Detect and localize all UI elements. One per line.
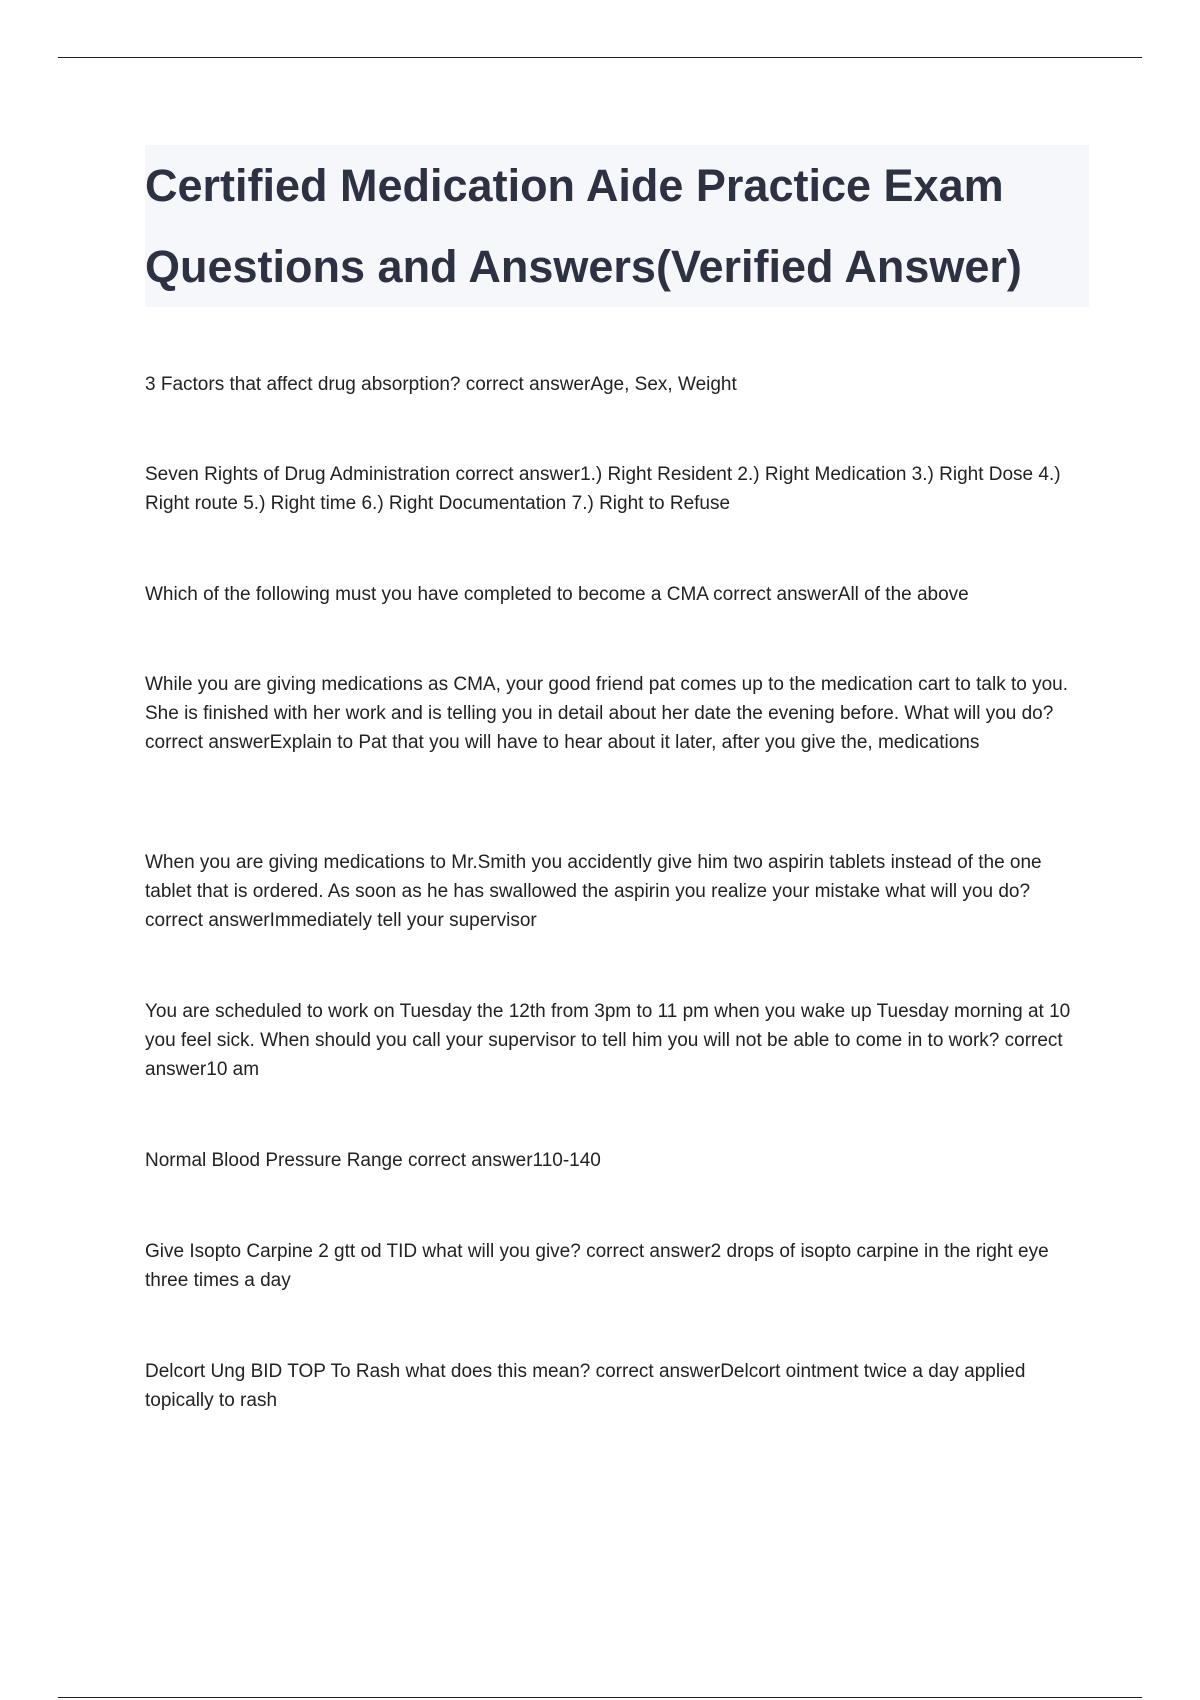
qa-item-2: Seven Rights of Drug Administration correct answer1.) Right Resident 2.) Right Medication 3.) Right Dose 4.) Right route 5.) Right time 6.) Right Documentation 7.) Right to Refuse [145, 464, 1061, 514]
title-line-1: Certified Medication Aide Practice Exam [145, 160, 1004, 211]
qa-item-5: When you are giving medications to Mr.Smith you accidently give him two aspirin tablets instead of the one tablet that is ordered. As soon as he has swallowed the aspirin you realize your mistake what will you do? correct answerImmediately tell your supervisor [145, 852, 1042, 931]
qa-item-1: 3 Factors that affect drug absorption? correct answerAge, Sex, Weight [145, 374, 737, 395]
qa-item-3: Which of the following must you have completed to become a CMA correct answerAll of the above [145, 584, 969, 605]
top-divider [58, 57, 1142, 58]
title-line-2: Questions and Answers(Verified Answer) [145, 241, 1022, 292]
qa-item-9: Delcort Ung BID TOP To Rash what does this mean? correct answerDelcort ointment twice a day applied topically to rash [145, 1361, 1026, 1411]
qa-item-4: While you are giving medications as CMA, your good friend pat comes up to the medication cart to talk to you. She is finished with her work and is telling you in detail about her date the evening before. What will you do? correct answerExplain to Pat that you will have to hear about it later, after you give the, medications [145, 674, 1069, 753]
qa-item-7: Normal Blood Pressure Range correct answer110-140 [145, 1150, 601, 1171]
qa-item-8: Give Isopto Carpine 2 gtt od TID what will you give? correct answer2 drops of isopto carpine in the right eye three times a day [145, 1241, 1049, 1291]
bottom-divider [58, 1697, 1142, 1698]
document-title [145, 145, 1089, 307]
qa-item-6: You are scheduled to work on Tuesday the 12th from 3pm to 11 pm when you wake up Tuesday morning at 10 you feel sick. When should you call your supervisor to tell him you will not be able to come in to work? correct answer10 am [145, 1001, 1071, 1080]
